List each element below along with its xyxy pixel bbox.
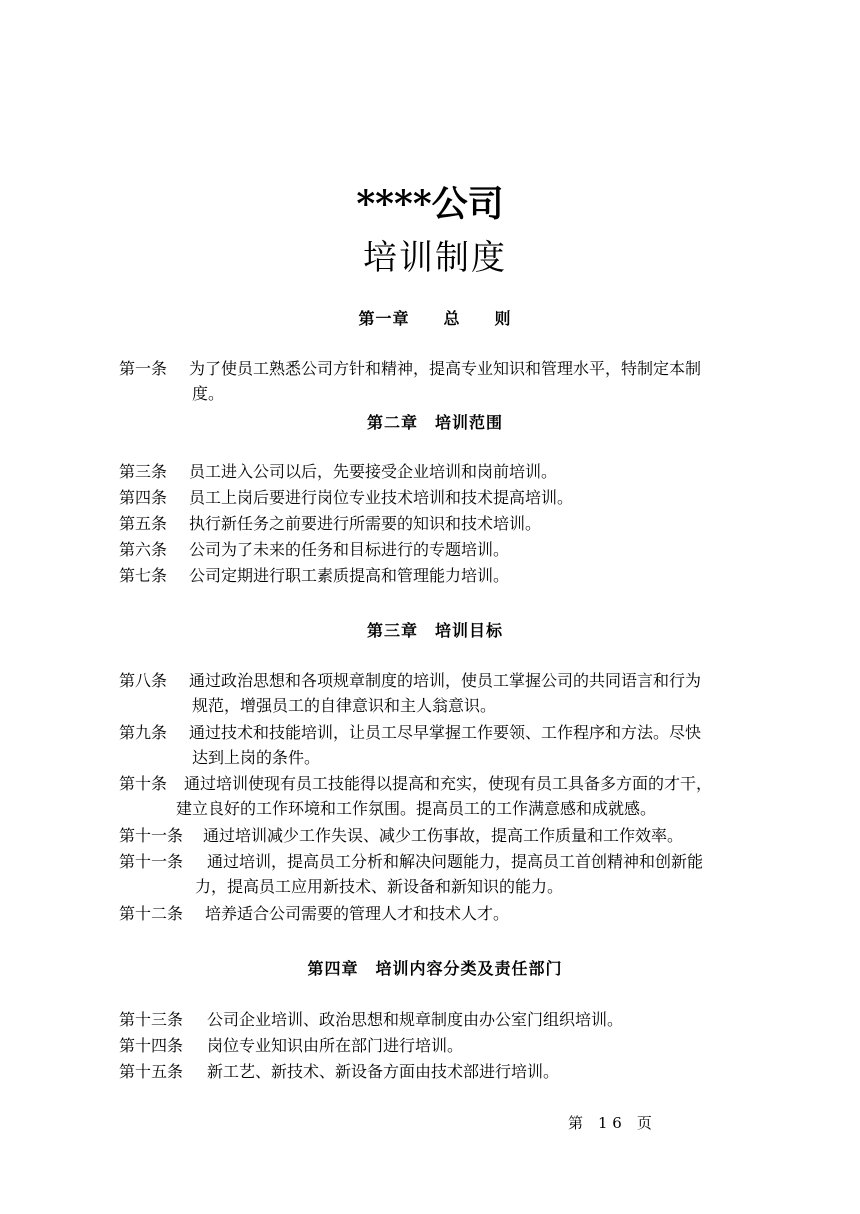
article-label: 第十一条 (119, 852, 184, 871)
article-15 (119, 1059, 759, 1084)
article-5 (119, 511, 759, 536)
article-6 (119, 537, 759, 562)
article-label: 第十条 (119, 774, 168, 793)
article-text: 培养适合公司需要的管理人才和技术人才。 (205, 904, 510, 923)
article-13 (119, 1007, 759, 1032)
article-text-continued: 建立良好的工作环境和工作氛围。提高员工的工作满意感和成就感。 (176, 799, 657, 818)
article-label: 第十四条 (119, 1036, 184, 1055)
article-text: 员工上岗后要进行岗位专业技术培训和技术提高培训。 (189, 488, 574, 507)
article-11a (119, 823, 759, 848)
chapter-4-heading: 第四章 培训内容分类及责任部门 (307, 959, 563, 978)
article-text: 公司定期进行职工素质提高和管理能力培训。 (189, 566, 510, 585)
article-text: 公司企业培训、政治思想和规章制度由办公室门组织培训。 (207, 1010, 624, 1029)
article-label: 第十一条 (119, 826, 184, 845)
article-label: 第七条 (119, 566, 168, 585)
article-7 (119, 563, 759, 588)
article-label: 第一条 (119, 359, 168, 378)
article-text: 通过政治思想和各项规章制度的培训，使员工掌握公司的共同语言和行为 (189, 671, 702, 690)
article-label: 第六条 (119, 540, 168, 559)
article-text-continued: 度。 (192, 384, 225, 403)
document-title: 培训制度 (363, 238, 507, 278)
article-label: 第五条 (119, 514, 168, 533)
company-title: ****公司 (356, 183, 504, 225)
article-text: 公司为了未来的任务和目标进行的专题培训。 (189, 540, 510, 559)
article-label: 第三条 (119, 462, 168, 481)
article-text: 通过培训减少工作失误、减少工伤事故，提高工作质量和工作效率。 (203, 826, 684, 845)
article-3 (119, 459, 759, 484)
article-text: 通过技术和技能培训，让员工尽早掌握工作要领、工作程序和方法。尽快 (189, 723, 702, 742)
article-12 (119, 901, 759, 926)
article-text-continued: 力，提高员工应用新技术、新设备和新知识的能力。 (195, 877, 564, 896)
article-label: 第十二条 (119, 904, 184, 923)
article-text: 员工进入公司以后，先要接受企业培训和岗前培训。 (189, 462, 558, 481)
article-label: 第十五条 (119, 1062, 184, 1081)
article-text-continued: 达到上岗的条件。 (192, 748, 321, 767)
article-4 (119, 485, 759, 510)
chapter-1-heading: 第一章 总 则 (358, 309, 512, 328)
article-8 (119, 668, 759, 718)
article-text-continued: 规范，增强员工的自律意识和主人翁意识。 (192, 696, 497, 715)
article-1 (119, 356, 759, 406)
article-label: 第八条 (119, 671, 168, 690)
article-9 (119, 720, 759, 770)
article-text: 新工艺、新技术、新设备方面由技术部进行培训。 (207, 1062, 560, 1081)
chapter-3-heading: 第三章 培训目标 (366, 621, 503, 640)
article-text: 为了使员工熟悉公司方针和精神，提高专业知识和管理水平，特制定本制 (189, 359, 702, 378)
article-text: 岗位专业知识由所在部门进行培训。 (207, 1036, 464, 1055)
chapter-2-heading: 第二章 培训范围 (366, 413, 503, 432)
article-14 (119, 1033, 759, 1058)
article-text: 通过培训使现有员工技能得以提高和充实，使现有员工具备多方面的才干， (184, 774, 713, 793)
article-label: 第十三条 (119, 1010, 184, 1029)
article-label: 第四条 (119, 488, 168, 507)
article-10 (119, 771, 759, 821)
page-number: 第 1 6 页 (568, 1114, 652, 1132)
article-text: 执行新任务之前要进行所需要的知识和技术培训。 (189, 514, 542, 533)
article-11b (119, 849, 759, 899)
article-text: 通过培训，提高员工分析和解决问题能力，提高员工首创精神和创新能 (207, 852, 704, 871)
article-label: 第九条 (119, 723, 168, 742)
